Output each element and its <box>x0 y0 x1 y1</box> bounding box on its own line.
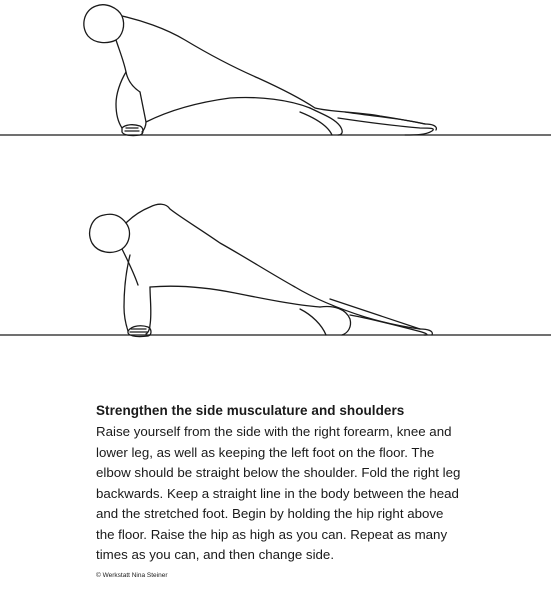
figure-arm <box>116 72 126 128</box>
figure-torso-bottom <box>150 286 320 307</box>
figure-hand <box>122 125 143 136</box>
copyright-credit: © Werkstatt Nina Steiner <box>96 572 168 579</box>
figure-head <box>90 214 130 252</box>
figure-arm <box>124 255 130 331</box>
exercise-title: Strengthen the side musculature and shoulders <box>96 403 405 418</box>
figure-back <box>122 16 425 124</box>
figure-head <box>84 5 124 43</box>
figure-torso-bottom <box>146 97 310 122</box>
figure-foot <box>425 124 436 130</box>
exercise-description: Raise yourself from the side with the right forearm, knee and lower leg, as well as keeping the left foot on the floor. The elbow should be straight below the shoulder. Fold the right leg backwards. Keep a straight line in the body between the head and the stretched foot. Begin by holding the hip right above the floor. Raise the hip as high as you can. Repeat as many times as you can, and then change side. <box>96 424 461 562</box>
figure-extended-leg <box>338 118 433 135</box>
illustration-side-plank-raised <box>0 195 551 365</box>
figure-bent-leg <box>310 108 342 135</box>
exercise-description-block <box>96 402 536 566</box>
illustration-side-plank-start <box>0 0 551 150</box>
figure-back <box>126 204 420 329</box>
